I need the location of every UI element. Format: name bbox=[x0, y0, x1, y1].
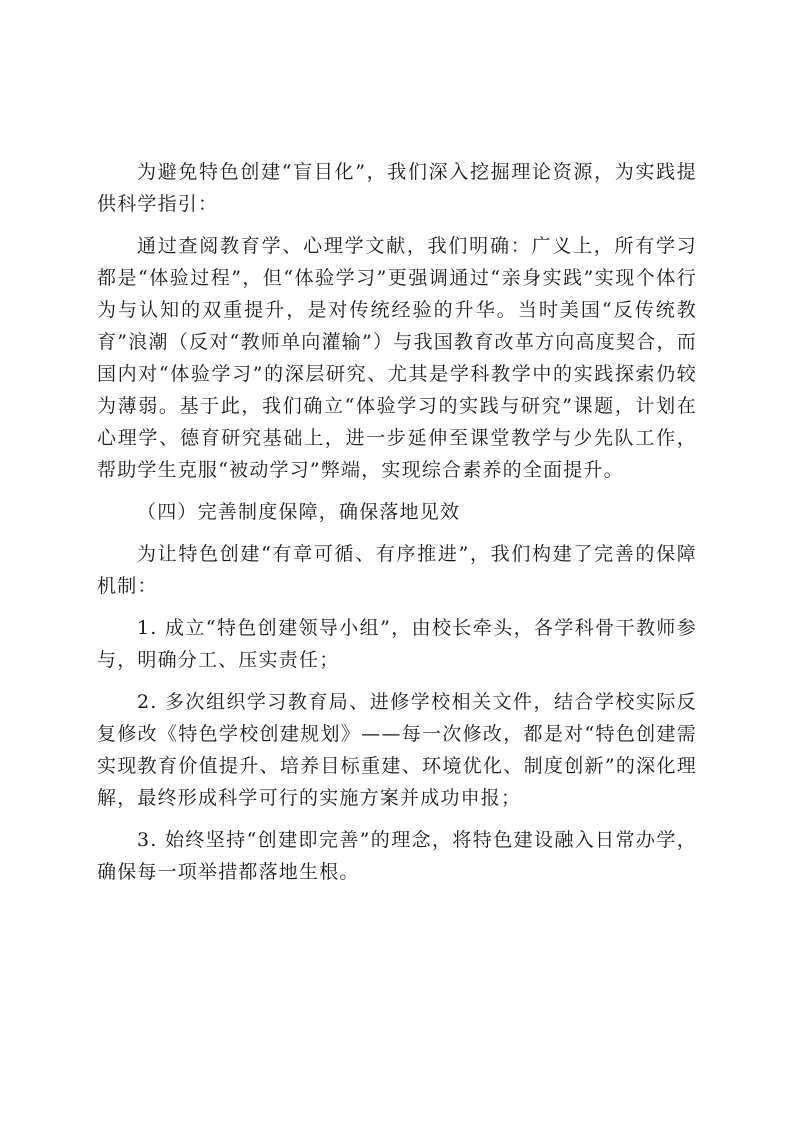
list-item: 3. 始终坚持“创建即完善”的理念，将特色建设融入日常办学，确保每一项举措都落地生根。 bbox=[97, 829, 697, 883]
document-body bbox=[97, 156, 697, 898]
paragraph-mechanism-intro: 为让特色创建“有章可循、有序推进”，我们构建了完善的保障机制： bbox=[97, 543, 697, 597]
list-item: 1. 成立“特色创建领导小组”，由校长牵头，各学科骨干教师参与，明确分工、压实责任； bbox=[97, 617, 697, 671]
paragraph-theory-intro: 为避免特色创建“盲目化”，我们深入挖掘理论资源，为实践提供科学指引： bbox=[97, 161, 697, 215]
paragraph-experiential-learning: 通过查阅教育学、心理学文献，我们明确：广义上，所有学习都是“体验过程”，但“体验学习”更强调通过“亲身实践”实现个体行为与认知的双重提升，是对传统经验的升华。当时美国“反传统教育”浪潮（反对“教师单向灌输”）与我国教育改革方向高度契合，而国内对“体验学习”的深层研究、尤其是学科教学中的实践探索仍较为薄弱。基于此，我们确立“体验学习的实践与研究”课题，计划在心理学、德育研究基础上，进一步延伸至课堂教学与少先队工作，帮助学生克服“被动学习”弊端，实现综合素养的全面提升。 bbox=[97, 235, 697, 481]
list-item: 2. 多次组织学习教育局、进修学校相关文件，结合学校实际反复修改《特色学校创建规划》——每一次修改，都是对“特色创建需实现教育价值提升、培养目标重建、环境优化、制度创新”的深化理解，最终形成科学可行的实施方案并成功申报； bbox=[97, 691, 697, 809]
section-heading: （四）完善制度保障，确保落地见效 bbox=[137, 501, 461, 523]
